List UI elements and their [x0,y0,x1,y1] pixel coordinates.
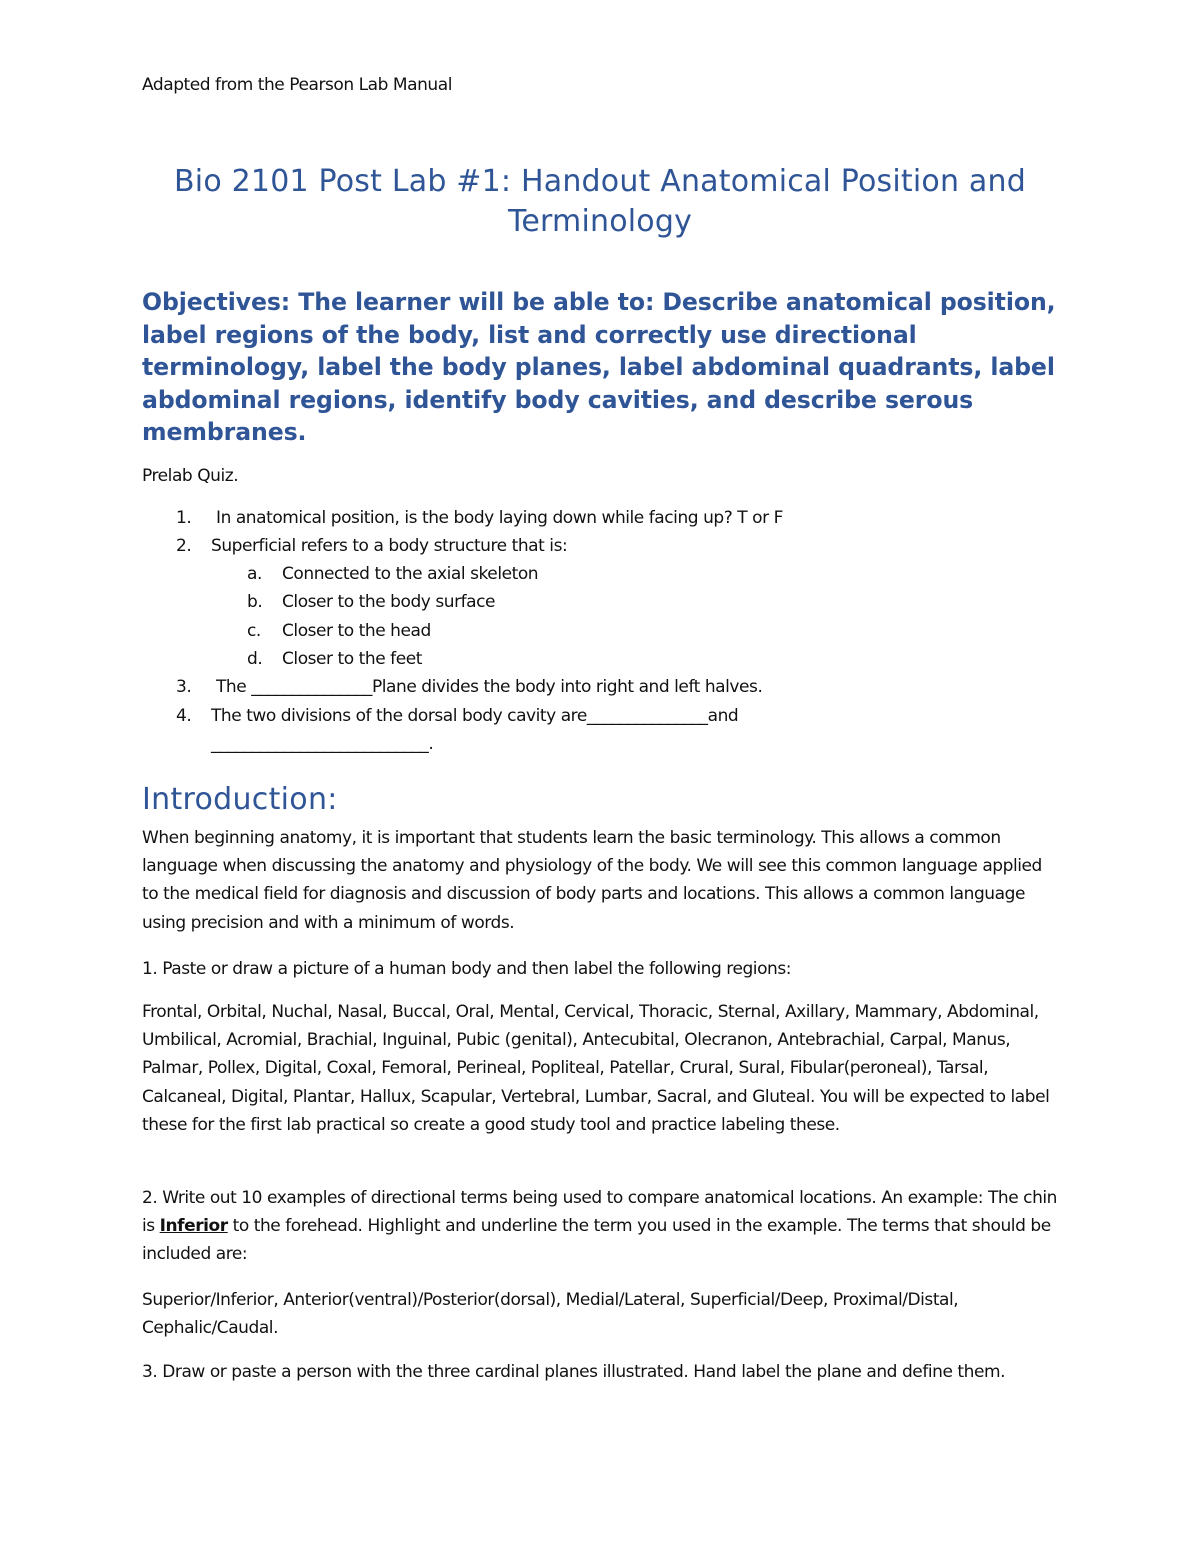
quiz-q4-text-continued: ___________________________. [211,734,434,754]
quiz-q2-option-text: Closer to the feet [282,649,422,669]
quiz-q2-option-letter: b. [247,592,263,612]
quiz-q2-option-text: Closer to the body surface [282,592,496,612]
objectives: Objectives: The learner will be able to: Describe anatomical position, label regions of the body, list and correctly use directional terminology, label the body planes, label abdominal quadrants, label abdominal regions, identify body cavities, and describe serous membranes. [142,288,1056,446]
quiz-q2-option-text: Closer to the head [282,621,431,641]
task-2-terms-list: Superior/Inferior, Anterior(ventral)/Posterior(dorsal), Medial/Lateral, Superficial/Deep, Proximal/Distal, Cephalic/Caudal. [142,1290,959,1339]
page-title: Bio 2101 Post Lab #1: Handout Anatomical Position and Terminology [174,164,1026,239]
quiz-q3-number: 3. [176,677,192,697]
introduction-paragraph: When beginning anatomy, it is important that students learn the basic terminology. This allows a common language when discussing the anatomy and physiology of the body. We will see this common language applied to the medical field for diagnosis and discussion of body parts and locations. This allows a common language using precision and with a minimum of words. [142,828,1042,933]
task-2-prompt-after: to the forehead. Highlight and underline the term you used in the example. The terms that should be included are: [142,1216,1051,1265]
quiz-q2-option-letter: a. [247,564,262,584]
task-2-example-term: Inferior [159,1216,228,1237]
quiz-q2-option-letter: c. [247,621,261,641]
quiz-q2-option-text: Connected to the axial skeleton [282,564,539,584]
quiz-q2-number: 2. [176,536,192,556]
task-2-prompt-before: 2. Write out 10 examples of directional terms being used to compare anatomical locations. An example: The chin is [142,1188,1058,1237]
task-3-prompt: 3. Draw or paste a person with the three cardinal planes illustrated. Hand label the plane and define them. [142,1362,1006,1382]
task-1-regions-list: Frontal, Orbital, Nuchal, Nasal, Buccal, Oral, Mental, Cervical, Thoracic, Sternal, Axillary, Mammary, Abdominal, Umbilical, Acromial, Brachial, Inguinal, Pubic (genital), Antecubital, Olecranon, Antebrachial, Carpal, Manus, Palmar, Pollex, Digital, Coxal, Femoral, Perineal, Popliteal, Patellar, Crural, Sural, Fibular(peroneal), Tarsal, Calcaneal, Digital, Plantar, Hallux, Scapular, Vertebral, Lumbar, Sacral, and Gluteal. You will be expected to label these for the first lab practical so create a good study tool and practice labeling these. [142,1002,1050,1135]
quiz-q2-option-letter: d. [247,649,263,669]
task-2-prompt [142,1184,1062,1269]
quiz-q4-text: The two divisions of the dorsal body cavity are_______________and [211,706,739,726]
prelab-heading: Prelab Quiz. [142,466,239,486]
header-note: Adapted from the Pearson Lab Manual [142,75,452,95]
quiz-q4-number: 4. [176,706,192,726]
quiz-q1-number: 1. [176,508,192,528]
task-1-prompt: 1. Paste or draw a picture of a human body and then label the following regions: [142,959,792,979]
introduction-heading: Introduction: [142,782,338,817]
quiz-q3-text: The _______________Plane divides the body into right and left halves. [216,677,763,697]
quiz-q2-text: Superficial refers to a body structure that is: [211,536,568,556]
quiz-q1-text: In anatomical position, is the body laying down while facing up? T or F [216,508,783,528]
